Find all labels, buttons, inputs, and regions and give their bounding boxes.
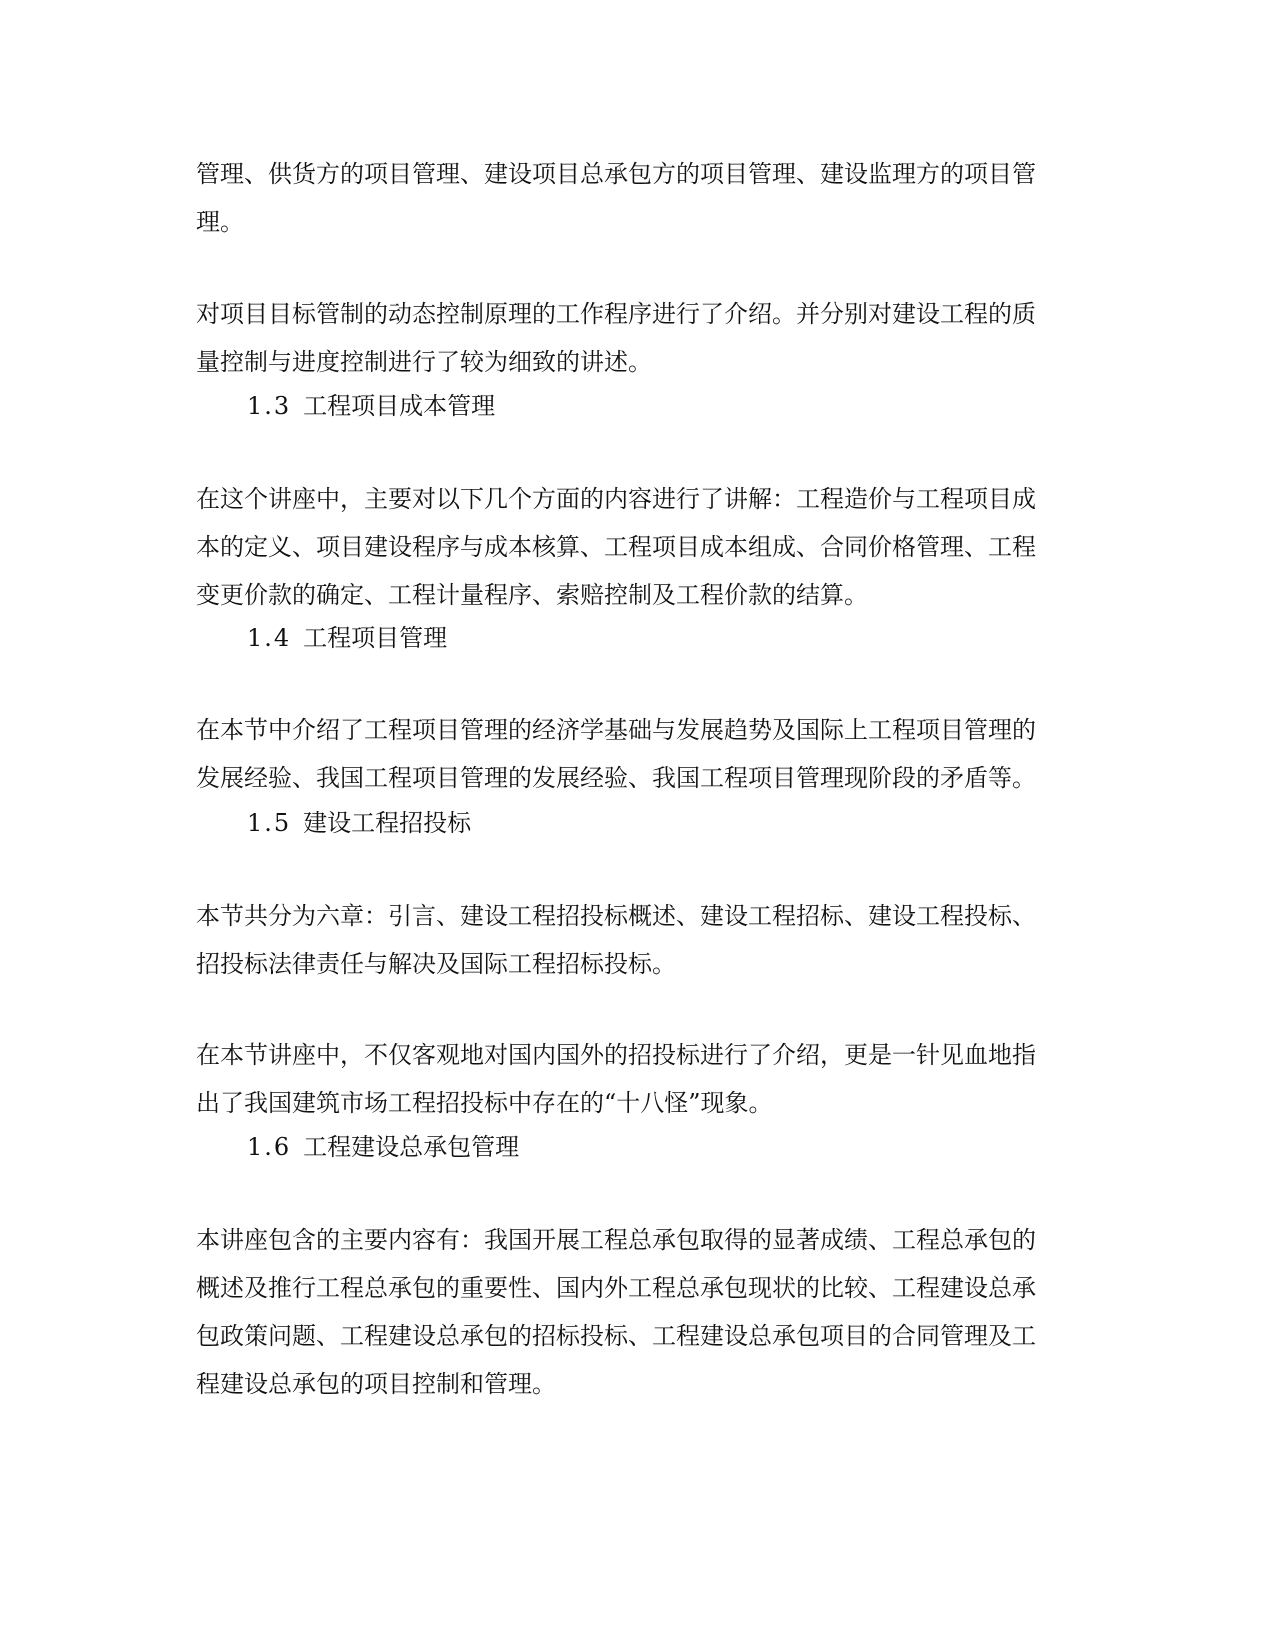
section-number: 1.4 [247, 624, 292, 652]
paragraph-general-contracting: 本讲座包含的主要内容有：我国开展工程总承包取得的显著成绩、工程总承包的 概述及推行工程总承包的重要性、国内外工程总承包现状的比较、工程建设总承 包政策问题、工程建设总承包的招标投标、工程建设总承包项目的合同管理及工 程建设总承包的项目控制和管理。 [196, 1226, 1036, 1398]
section-heading-1-3 [247, 382, 495, 430]
paragraph-dynamic-control: 对项目目标管制的动态控制原理的工作程序进行了介绍。并分别对建设工程的质 量控制与进度控制进行了较为细致的讲述。 [196, 300, 1036, 376]
section-number: 1.5 [247, 809, 292, 837]
section-title: 工程建设总承包管理 [303, 1133, 520, 1161]
section-heading-1-4 [247, 614, 447, 662]
section-heading-1-5 [247, 799, 471, 847]
paragraph-bidding-chapters: 本节共分为六章：引言、建设工程招投标概述、建设工程招标、建设工程投标、 招投标法律责任与解决及国际工程招标投标。 [196, 902, 1036, 978]
paragraph-bidding-lecture: 在本节讲座中，不仅客观地对国内国外的招投标进行了介绍，更是一针见血地指 出了我国建筑市场工程招投标中存在的“十八怪”现象。 [196, 1041, 1036, 1117]
section-title: 工程项目管理 [303, 624, 448, 652]
section-heading-1-6 [247, 1123, 519, 1171]
section-number: 1.3 [247, 392, 292, 420]
paragraph-project-management: 在本节中介绍了工程项目管理的经济学基础与发展趋势及国际上工程项目管理的 发展经验、我国工程项目管理的发展经验、我国工程项目管理现阶段的矛盾等。 [196, 716, 1036, 792]
section-title: 工程项目成本管理 [303, 392, 496, 420]
section-title: 建设工程招投标 [303, 809, 472, 837]
section-number: 1.6 [247, 1133, 292, 1161]
paragraph-project-management-parties: 管理、供货方的项目管理、建设项目总承包方的项目管理、建设监理方的项目管 理。 [196, 160, 1036, 236]
paragraph-cost-management: 在这个讲座中，主要对以下几个方面的内容进行了讲解：工程造价与工程项目成 本的定义、项目建设程序与成本核算、工程项目成本组成、合同价格管理、工程 变更价款的确定、工程计量程序、索赔控制及工程价款的结算。 [196, 485, 1036, 609]
